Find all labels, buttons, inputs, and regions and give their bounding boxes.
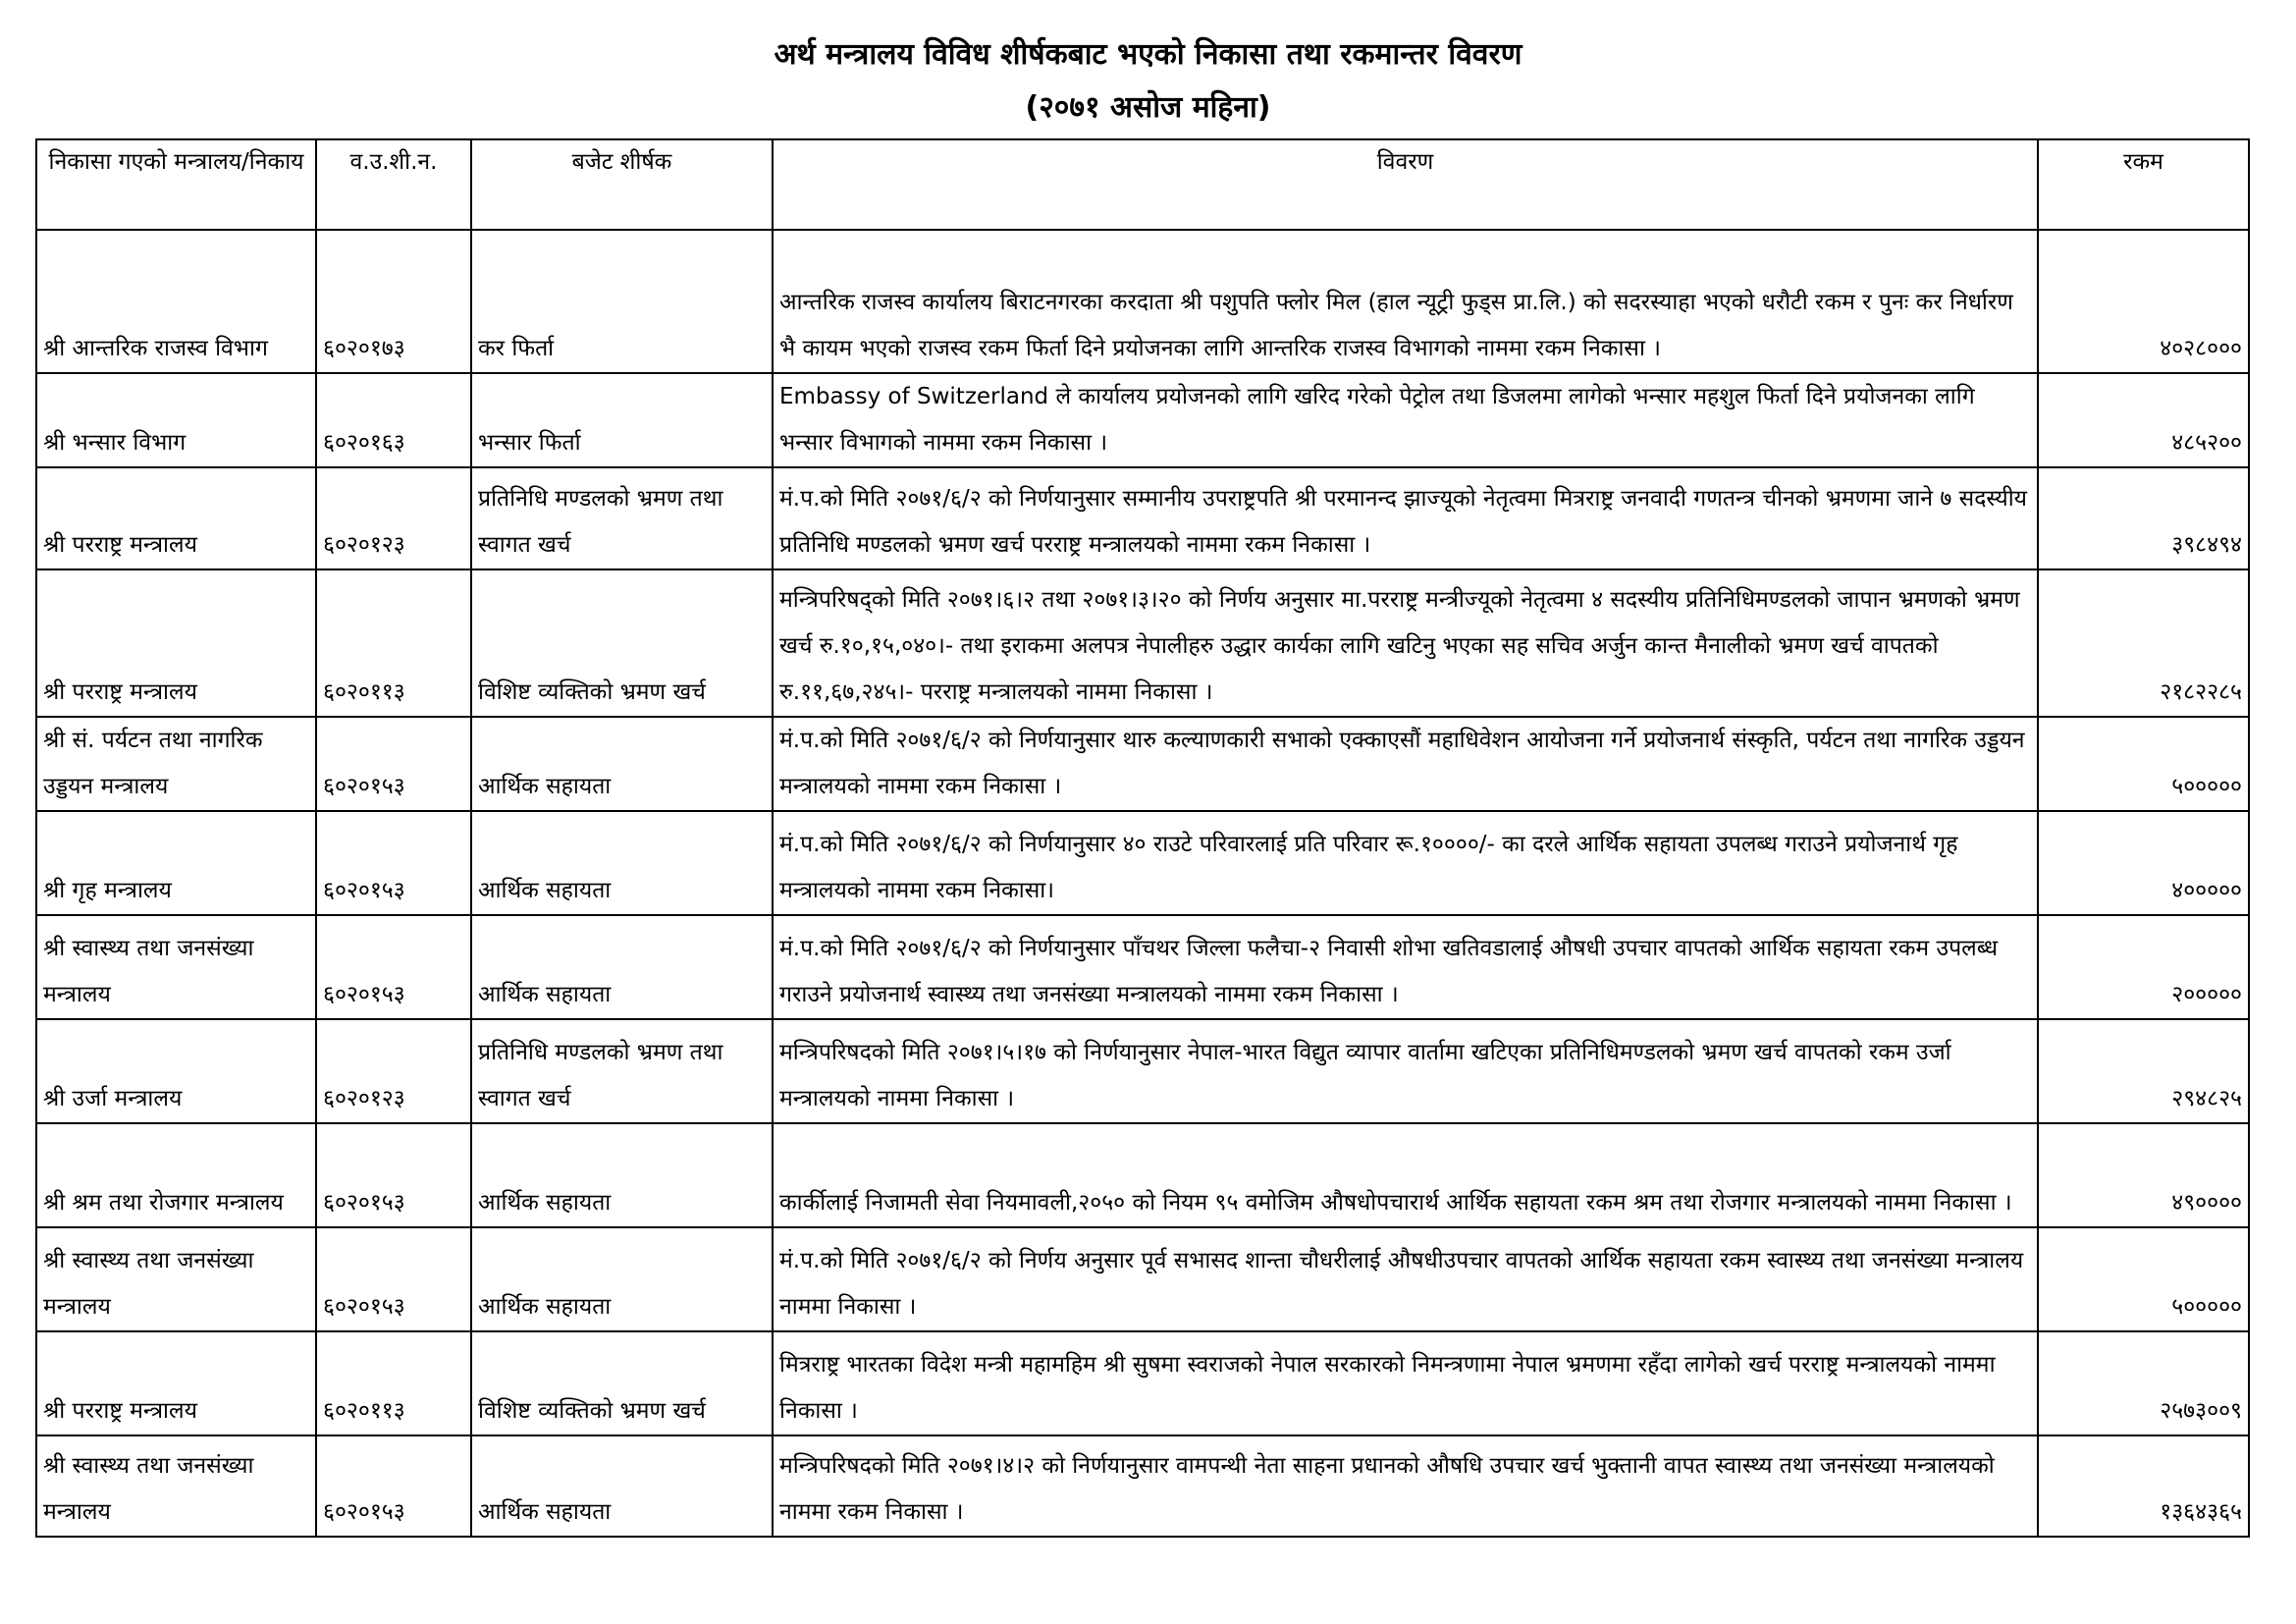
cell-ministry: श्री उर्जा मन्त्रालय	[36, 1019, 316, 1123]
table-row	[36, 373, 2249, 467]
page-title: अर्थ मन्त्रालय विविध शीर्षकबाट भएको निकासा तथा रकमान्तर विवरण	[774, 37, 1522, 72]
cell-amount: २५७३००९	[2038, 1331, 2249, 1435]
cell-code: ६०२०१५३	[316, 717, 471, 811]
cell-description: मन्त्रिपरिषद्को मिति २०७१।६।२ तथा २०७१।३।२० को निर्णय अनुसार मा.परराष्ट्र मन्त्रीज्यूको नेतृत्वमा ४ सदस्यीय प्रतिनिधिमण्डलको जापान भ्रमणको भ्रमण खर्च रु.१०,१५,०४०।- तथा इराकमा अलपत्र नेपालीहरु उद्धार कार्यका लागि खटिनु भएका सह सचिव अर्जुन कान्त मैनालीको भ्रमण खर्च वापतको रु.११,६७,२४५।- परराष्ट्र मन्त्रालयको नाममा निकासा ।	[773, 569, 2038, 717]
cell-amount: २९४८२५	[2038, 1019, 2249, 1123]
table-row	[36, 915, 2249, 1019]
table-row	[36, 1019, 2249, 1123]
cell-ministry: श्री स्वास्थ्य तथा जनसंख्या मन्त्रालय	[36, 1435, 316, 1537]
cell-ministry: श्री परराष्ट्र मन्त्रालय	[36, 467, 316, 569]
cell-description: मं.प.को मिति २०७१/६/२ को निर्णयानुसार पाँचथर जिल्ला फलैचा-२ निवासी शोभा खतिवडालाई औषधी उपचार वापतको आर्थिक सहायता रकम उपलब्ध गराउने प्रयोजनार्थ स्वास्थ्य तथा जनसंख्या मन्त्रालयको नाममा रकम निकासा ।	[773, 915, 2038, 1019]
table-row	[36, 717, 2249, 811]
cell-amount: १३६४३६५	[2038, 1435, 2249, 1537]
table-row	[36, 230, 2249, 373]
cell-code: ६०२०१५३	[316, 1435, 471, 1537]
cell-amount: ५०००००	[2038, 1227, 2249, 1331]
cell-budget: विशिष्ट व्यक्तिको भ्रमण खर्च	[471, 569, 773, 717]
cell-description: मन्त्रिपरिषदको मिति २०७१।५।१७ को निर्णयानुसार नेपाल-भारत विद्युत व्यापार वार्तामा खटिएका प्रतिनिधिमण्डलको भ्रमण खर्च वापतको रकम उर्जा मन्त्रालयको नाममा निकासा ।	[773, 1019, 2038, 1123]
table-row	[36, 1227, 2249, 1331]
cell-ministry: श्री गृह मन्त्रालय	[36, 811, 316, 915]
cell-description: मं.प.को मिति २०७१/६/२ को निर्णयानुसार ४० राउटे परिवारलाई प्रति परिवार रू.१००००/- का दरले आर्थिक सहायता उपलब्ध गराउने प्रयोजनार्थ गृह मन्त्रालयको नाममा रकम निकासा।	[773, 811, 2038, 915]
cell-amount: ३९८४९४	[2038, 467, 2249, 569]
cell-budget: भन्सार फिर्ता	[471, 373, 773, 467]
cell-code: ६०२०१५३	[316, 1227, 471, 1331]
header-amount: रकम	[2038, 139, 2249, 230]
cell-ministry: श्री स्वास्थ्य तथा जनसंख्या मन्त्रालय	[36, 915, 316, 1019]
cell-ministry: श्री स्वास्थ्य तथा जनसंख्या मन्त्रालय	[36, 1227, 316, 1331]
table-row	[36, 1435, 2249, 1537]
cell-code: ६०२०११३	[316, 569, 471, 717]
cell-description: Embassy of Switzerland ले कार्यालय प्रयोजनको लागि खरिद गरेको पेट्रोल तथा डिजलमा लागेको भन्सार महशुल फिर्ता दिने प्रयोजनका लागि भन्सार विभागको नाममा रकम निकासा ।	[773, 373, 2038, 467]
cell-budget: आर्थिक सहायता	[471, 717, 773, 811]
cell-ministry: श्री परराष्ट्र मन्त्रालय	[36, 1331, 316, 1435]
cell-ministry: श्री श्रम तथा रोजगार मन्त्रालय	[36, 1123, 316, 1227]
cell-budget: प्रतिनिधि मण्डलको भ्रमण तथा स्वागत खर्च	[471, 467, 773, 569]
cell-amount: ४८५२००	[2038, 373, 2249, 467]
cell-description: मं.प.को मिति २०७१/६/२ को निर्णय अनुसार पूर्व सभासद शान्ता चौधरीलाई औषधीउपचार वापतको आर्थिक सहायता रकम स्वास्थ्य तथा जनसंख्या मन्त्रालय नाममा निकासा ।	[773, 1227, 2038, 1331]
cell-description: मन्त्रिपरिषदको मिति २०७१।४।२ को निर्णयानुसार वामपन्थी नेता साहना प्रधानको औषधि उपचार खर्च भुक्तानी वापत स्वास्थ्य तथा जनसंख्या मन्त्रालयको नाममा रकम निकासा ।	[773, 1435, 2038, 1537]
cell-amount: २०००००	[2038, 915, 2249, 1019]
disbursement-table	[35, 138, 2250, 1538]
cell-amount: २१८२२८५	[2038, 569, 2249, 717]
cell-budget: आर्थिक सहायता	[471, 1123, 773, 1227]
cell-budget: आर्थिक सहायता	[471, 915, 773, 1019]
table-row	[36, 467, 2249, 569]
cell-code: ६०२०१७३	[316, 230, 471, 373]
header-budget: बजेट शीर्षक	[471, 139, 773, 230]
table-row	[36, 1123, 2249, 1227]
cell-budget: आर्थिक सहायता	[471, 1227, 773, 1331]
cell-code: ६०२०१५३	[316, 1123, 471, 1227]
cell-ministry: श्री आन्तरिक राजस्व विभाग	[36, 230, 316, 373]
cell-description: कार्कीलाई निजामती सेवा नियमावली,२०५० को नियम ९५ वमोजिम औषधोपचारार्थ आर्थिक सहायता रकम श्रम तथा रोजगार मन्त्रालयको नाममा निकासा ।	[773, 1123, 2038, 1227]
cell-amount: ४९००००	[2038, 1123, 2249, 1227]
cell-code: ६०२०१२३	[316, 1019, 471, 1123]
cell-amount: ४०००००	[2038, 811, 2249, 915]
cell-description: मित्रराष्ट्र भारतका विदेश मन्त्री महामहिम श्री सुषमा स्वराजको नेपाल सरकारको निमन्त्रणामा नेपाल भ्रमणमा रहँदा लागेको खर्च परराष्ट्र मन्त्रालयको नाममा निकासा ।	[773, 1331, 2038, 1435]
cell-description: मं.प.को मिति २०७१/६/२ को निर्णयानुसार सम्मानीय उपराष्ट्रपति श्री परमानन्द झाज्यूको नेतृत्वमा मित्रराष्ट्र जनवादी गणतन्त्र चीनको भ्रमणमा जाने ७ सदस्यीय प्रतिनिधि मण्डलको भ्रमण खर्च परराष्ट्र मन्त्रालयको नाममा रकम निकासा ।	[773, 467, 2038, 569]
cell-amount: ४०२८०००	[2038, 230, 2249, 373]
cell-ministry: श्री भन्सार विभाग	[36, 373, 316, 467]
header-ministry: निकासा गएको मन्त्रालय/निकाय	[36, 139, 316, 230]
header-code: व.उ.शी.न.	[316, 139, 471, 230]
table-row	[36, 811, 2249, 915]
cell-code: ६०२०१५३	[316, 811, 471, 915]
cell-description: मं.प.को मिति २०७१/६/२ को निर्णयानुसार थारु कल्याणकारी सभाको एक्काएसौं महाधिवेशन आयोजना गर्ने प्रयोजनार्थ संस्कृति, पर्यटन तथा नागरिक उड्डयन मन्त्रालयको नाममा रकम निकासा ।	[773, 717, 2038, 811]
cell-ministry: श्री परराष्ट्र मन्त्रालय	[36, 569, 316, 717]
cell-budget: प्रतिनिधि मण्डलको भ्रमण तथा स्वागत खर्च	[471, 1019, 773, 1123]
cell-ministry: श्री सं. पर्यटन तथा नागरिक उड्डयन मन्त्रालय	[36, 717, 316, 811]
table-header-row	[36, 139, 2249, 230]
cell-code: ६०२०११३	[316, 1331, 471, 1435]
cell-budget: विशिष्ट व्यक्तिको भ्रमण खर्च	[471, 1331, 773, 1435]
cell-description: आन्तरिक राजस्व कार्यालय बिराटनगरका करदाता श्री पशुपति फ्लोर मिल (हाल न्यूट्री फुड्स प्रा.लि.) को सदरस्याहा भएको धरौटी रकम र पुनः कर निर्धारण भै कायम भएको राजस्व रकम फिर्ता दिने प्रयोजनका लागि आन्तरिक राजस्व विभागको नाममा रकम निकासा ।	[773, 230, 2038, 373]
page-subtitle: (२०७१ असोज महिना)	[1025, 90, 1271, 125]
cell-budget: आर्थिक सहायता	[471, 1435, 773, 1537]
cell-budget: कर फिर्ता	[471, 230, 773, 373]
table-row	[36, 569, 2249, 717]
table-row	[36, 1331, 2249, 1435]
cell-code: ६०२०१६३	[316, 373, 471, 467]
cell-amount: ५०००००	[2038, 717, 2249, 811]
cell-code: ६०२०१२३	[316, 467, 471, 569]
cell-budget: आर्थिक सहायता	[471, 811, 773, 915]
header-description: विवरण	[773, 139, 2038, 230]
cell-code: ६०२०१५३	[316, 915, 471, 1019]
